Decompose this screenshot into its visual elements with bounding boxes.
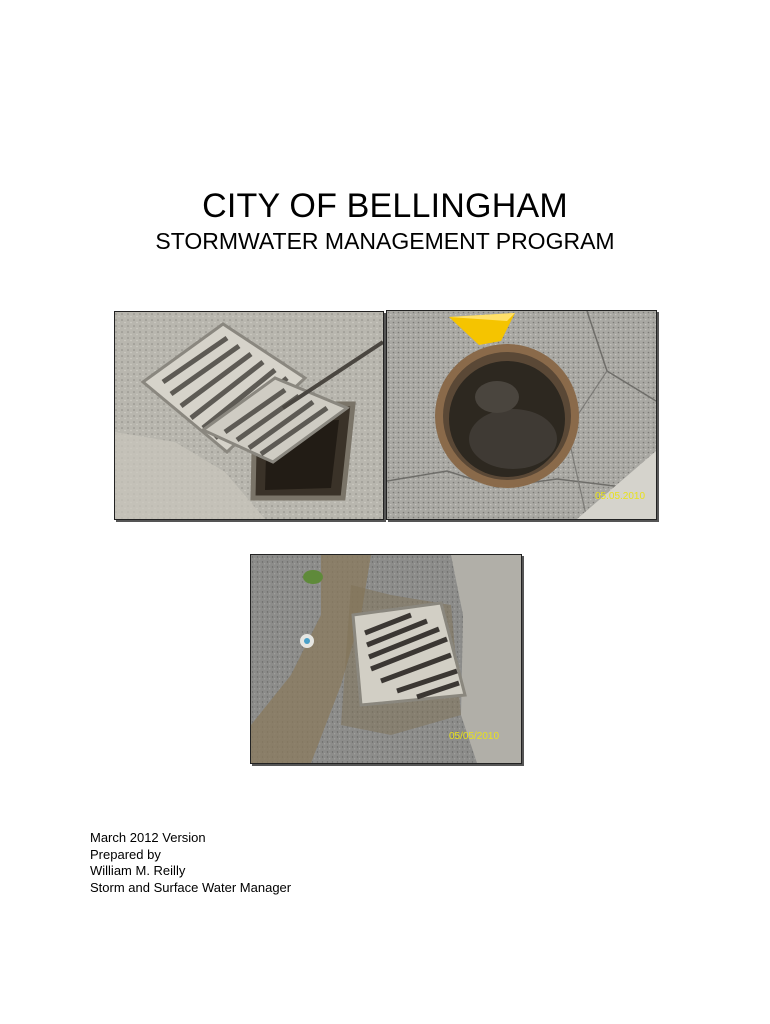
credits-block: [90, 830, 291, 896]
version-text: March 2012 Version: [90, 830, 206, 845]
curb-inlet-grate-photo: [250, 554, 522, 764]
author-role: Storm and Surface Water Manager: [90, 879, 292, 895]
document-subtitle: STORMWATER MANAGEMENT PROGRAM: [155, 228, 615, 254]
date-stamp: 05.05.2010: [595, 491, 646, 502]
date-stamp: 05/05/2010: [449, 731, 500, 742]
author-name: William M. Reilly: [90, 863, 186, 878]
document-title: CITY OF BELLINGHAM: [202, 187, 568, 225]
storm-drain-grate-photo: [114, 311, 384, 520]
prepared-by-text: Prepared by: [90, 846, 161, 862]
open-manhole-photo: [386, 310, 657, 520]
